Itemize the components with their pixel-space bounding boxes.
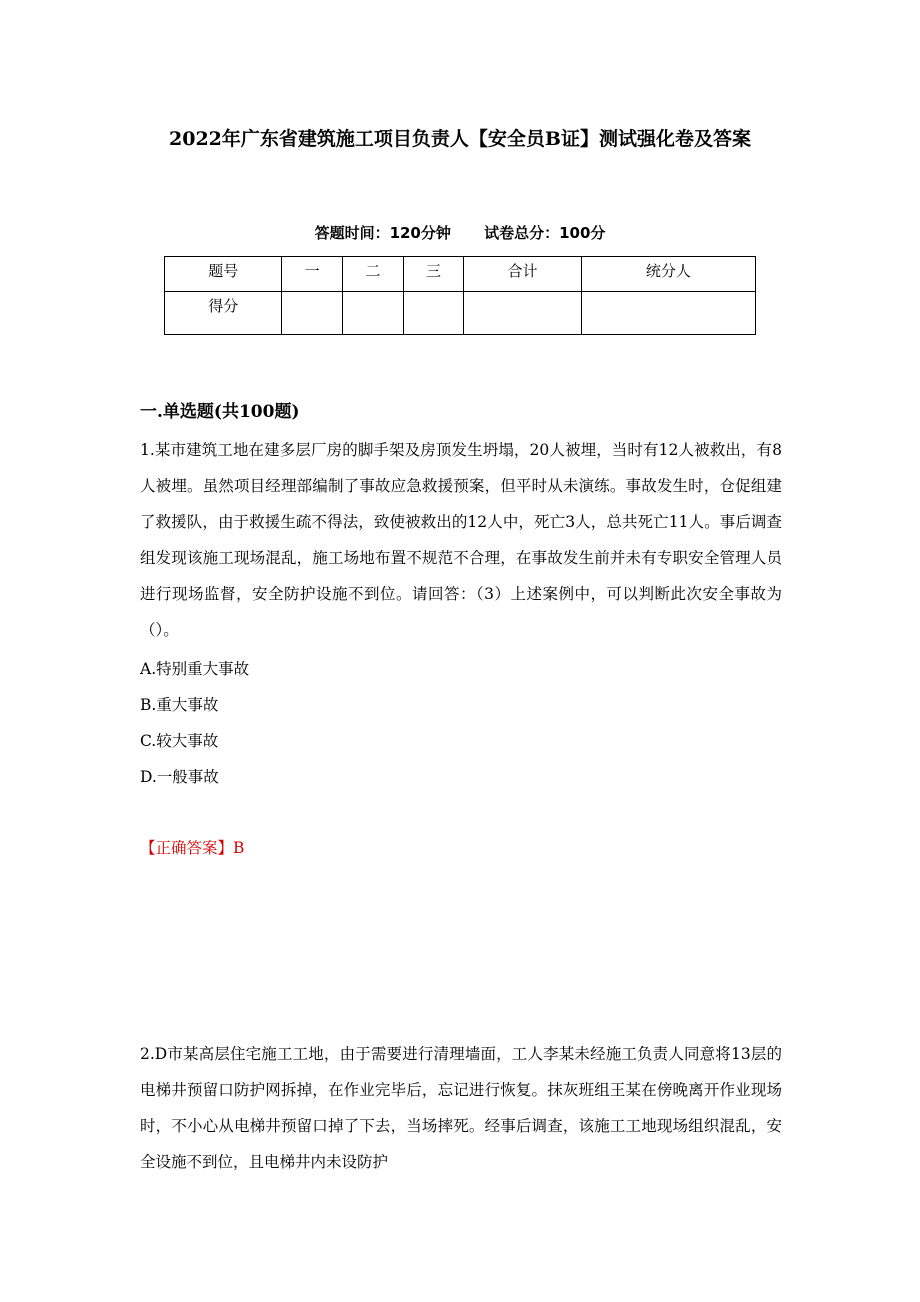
question-2-text: 2.D市某高层住宅施工工地，由于需要进行清理墙面，工人李某未经施工负责人同意将13层的电梯井预留口防护网拆掉，在作业完毕后，忘记进行恢复。抹灰班组王某在傍晚离开作业现场时，不小心从电梯井预留口掉了下去，当场摔死。经事后调查，该施工工地现场组织混乱，安全设施不到位，且电梯井内未设防护 [140, 1045, 782, 1171]
header-cell: 合计 [464, 257, 581, 292]
question-1-answer: 【正确答案】B [140, 839, 245, 857]
question-1-option-a: A.特别重大事故 [140, 660, 250, 678]
row-label-cell: 得分 [165, 292, 282, 335]
score-cell [464, 292, 581, 335]
score-cell [581, 292, 755, 335]
header-cell: 二 [343, 257, 404, 292]
document-title: 2022年广东省建筑施工项目负责人【安全员B证】测试强化卷及答案 [169, 128, 751, 150]
score-cell [282, 292, 343, 335]
header-cell: 一 [282, 257, 343, 292]
header-cell: 统分人 [581, 257, 755, 292]
exam-time: 答题时间：120分钟 [314, 224, 451, 242]
section-title: 一.单选题(共100题) [140, 402, 300, 422]
score-cell [403, 292, 464, 335]
exam-total-score: 试卷总分：100分 [484, 224, 606, 242]
score-table-header-row [165, 257, 756, 292]
header-cell: 题号 [165, 257, 282, 292]
question-1-option-d: D.一般事故 [140, 768, 219, 786]
question-1-option-b: B.重大事故 [140, 696, 219, 714]
exam-meta [0, 222, 920, 243]
score-cell [343, 292, 404, 335]
score-table-score-row [165, 292, 756, 335]
score-table [164, 256, 756, 335]
question-1-text: 1.某市建筑工地在建多层厂房的脚手架及房顶发生坍塌，20人被埋，当时有12人被救出，有8人被埋。虽然项目经理部编制了事故应急救援预案，但平时从未演练。事故发生时，仓促组建了救援队，由于救援生疏不得法，致使被救出的12人中，死亡3人，总共死亡11人。事后调查组发现该施工现场混乱，施工场地布置不规范不合理，在事故发生前并未有专职安全管理人员进行现场监督，安全防护设施不到位。请回答：（3）上述案例中，可以判断此次安全事故为（）。 [140, 441, 782, 639]
header-cell: 三 [403, 257, 464, 292]
question-1-option-c: C.较大事故 [140, 732, 219, 750]
